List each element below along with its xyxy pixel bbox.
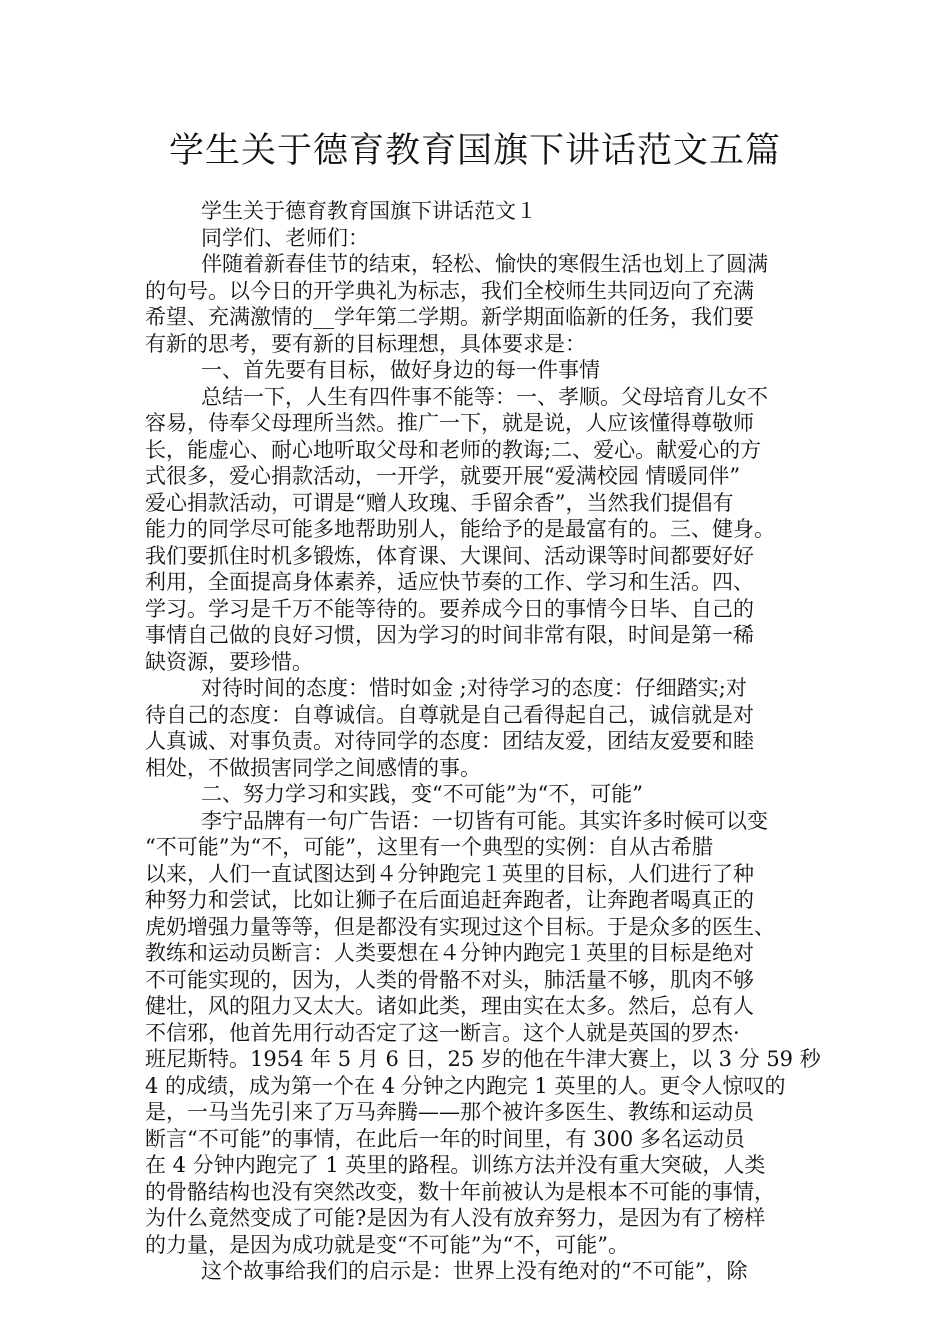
text-line: 学生关于德育教育国旗下讲话范文１ xyxy=(201,199,537,223)
document-title: 学生关于德育教育国旗下讲话范文五篇 xyxy=(168,131,781,171)
text-line: 爱心捐款活动，可谓是“赠人玫瑰、手留余香”，当然我们提倡有 xyxy=(145,490,734,515)
text-line: 种努力和尝试，比如让狮子在后面追赶奔跑者，让奔跑者喝真正的 xyxy=(145,888,754,912)
text-line: 虎奶增强力量等等，但是都没有实现过这个目标。于是众多的医生、 xyxy=(145,914,775,939)
text-line: 一、首先要有目标，做好身边的每一件事情 xyxy=(201,358,600,382)
text-line: 能力的同学尽可能多地帮助别人，能给予的是最富有的。三、健身。 xyxy=(145,517,775,541)
text-line: 人真诚、对事负责。对待同学的态度：团结友爱，团结友爱要和睦 xyxy=(145,729,754,753)
text-line: 事情自己做的良好习惯，因为学习的时间非常有限，时间是第一稀 xyxy=(145,623,754,647)
text-line: 二、努力学习和实践，变“不可能”为“不，可能” xyxy=(201,782,643,806)
text-line: 有新的思考，要有新的目标理想，具体要求是： xyxy=(145,331,586,356)
text-line: 同学们、老师们： xyxy=(201,225,369,250)
text-line: 待自己的态度：自尊诚信。自尊就是自己看得起自己，诚信就是对 xyxy=(145,702,754,727)
text-line: 是，一马当先引来了万马奔腾——那个被许多医生、教练和运动员 xyxy=(145,1100,754,1124)
text-line: 学习。学习是千万不能等待的。要养成今日的事情今日毕、自己的 xyxy=(145,596,754,621)
text-line: 为什么竟然变成了可能?是因为有人没有放弃努力，是因为有了榜样 xyxy=(145,1206,766,1230)
text-line: “不可能”为“不，可能”，这里有一个典型的实例：自从古希腊 xyxy=(145,835,713,859)
text-line: 断言“不可能”的事情，在此后一年的时间里，有 300 多名运动员 xyxy=(145,1126,745,1151)
text-line: 不信邪，他首先用行动否定了这一断言。这个人就是英国的罗杰· xyxy=(145,1020,740,1045)
text-line: 利用，全面提高身体素养，适应快节奏的工作、学习和生活。四、 xyxy=(145,570,754,594)
text-line: 李宁品牌有一句广告语：一切皆有可能。其实许多时候可以变 xyxy=(201,808,768,833)
text-line: 对待时间的态度：惜时如金 ;对待学习的态度：仔细踏实;对 xyxy=(201,676,747,700)
text-line: 缺资源，要珍惜。 xyxy=(145,649,313,674)
text-line: 式很多，爱心捐款活动，一开学，就要开展“爱满校园 情暖同伴” xyxy=(145,464,741,488)
text-line: 容易，侍奉父母理所当然。推广一下，就是说，人应该懂得尊敬师 xyxy=(145,411,754,435)
text-line: 总结一下，人生有四件事不能等：一、孝顺。父母培育儿女不 xyxy=(201,384,768,409)
text-line: 伴随着新春佳节的结束，轻松、愉快的寒假生活也划上了圆满 xyxy=(201,252,768,276)
text-line: 以来，人们一直试图达到４分钟跑完１英里的目标，人们进行了种 xyxy=(145,861,754,886)
text-line: 在 4 分钟内跑完了 1 英里的路程。训练方法并没有重大突破，人类 xyxy=(145,1153,766,1177)
document-body xyxy=(145,198,835,1285)
text-line: 长，能虚心、耐心地听取父母和老师的教诲;二、爱心。献爱心的方 xyxy=(145,437,762,462)
text-line: 4 的成绩，成为第一个在 4 分钟之内跑完 1 英里的人。更令人惊叹的 xyxy=(145,1073,786,1098)
text-line: 健壮，风的阻力又太大。诸如此类，理由实在太多。然后，总有人 xyxy=(145,994,754,1018)
text-line: 不可能实现的，因为，人类的骨骼不对头，肺活量不够，肌肉不够 xyxy=(145,967,754,992)
text-line: 的力量，是因为成功就是变“不可能”为“不，可能”。 xyxy=(145,1232,629,1257)
text-line: 的骨骼结构也没有突然改变，数十年前被认为是根本不可能的事情， xyxy=(145,1179,775,1204)
text-line: 这个故事给我们的启示是：世界上没有绝对的“不可能”，除 xyxy=(201,1259,748,1283)
text-line: 希望、充满激情的__学年第二学期。新学期面临新的任务，我们要 xyxy=(145,305,754,329)
text-line: 我们要抓住时机多锻炼，体育课、大课间、活动课等时间都要好好 xyxy=(145,543,754,568)
text-line: 教练和运动员断言：人类要想在４分钟内跑完１英里的目标是绝对 xyxy=(145,941,754,965)
text-line: 班尼斯特。1954 年 5 月 6 日，25 岁的他在牛津大赛上，以 3 分 59 秒 xyxy=(145,1047,821,1071)
text-line: 相处，不做损害同学之间感情的事。 xyxy=(145,755,481,780)
text-line: 的句号。以今日的开学典礼为标志，我们全校师生共同迈向了充满 xyxy=(145,278,754,303)
